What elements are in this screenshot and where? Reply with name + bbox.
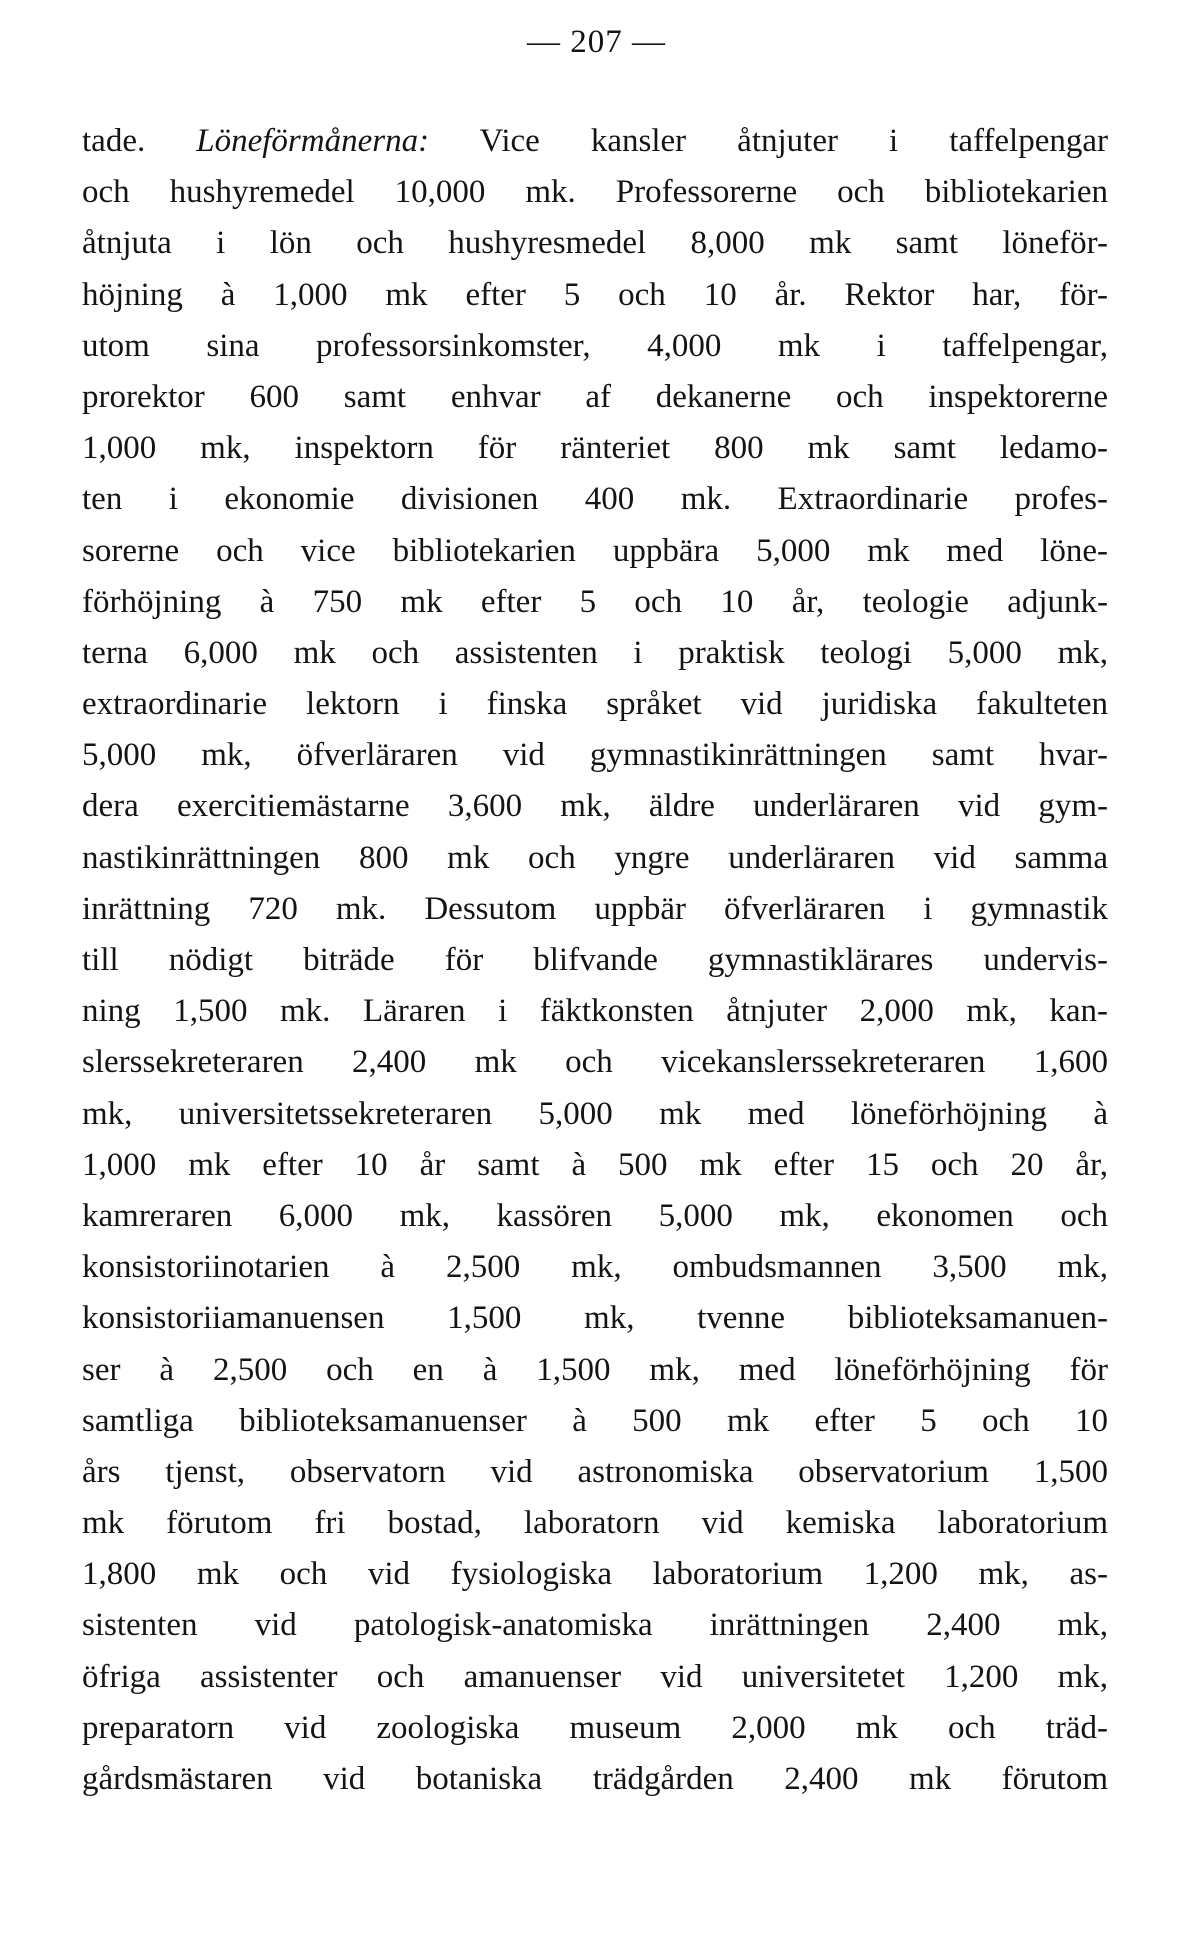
text-line: preparatorn vid zoologiska museum 2,000 mk och träd- bbox=[82, 1709, 1108, 1746]
text-line: samtliga biblioteksamanuenser à 500 mk efter 5 och 10 bbox=[82, 1402, 1108, 1439]
text-line: 5,000 mk, öfverläraren vid gymnastikinrättningen samt hvar- bbox=[82, 737, 1108, 774]
text-line: mk förutom fri bostad, laboratorn vid kemiska laboratorium bbox=[82, 1505, 1108, 1542]
text-line: slerssekreteraren 2,400 mk och vicekanslerssekreteraren 1,600 bbox=[82, 1044, 1108, 1081]
text-line: till nödigt biträde för blifvande gymnastiklärares undervis- bbox=[82, 942, 1108, 978]
text-line: dera exercitiemästarne 3,600 mk, äldre underläraren vid gym- bbox=[82, 788, 1108, 825]
text-line: sorerne och vice bibliotekarien uppbära 5,000 mk med löne- bbox=[82, 532, 1108, 569]
text-line: utom sina professorsinkomster, 4,000 mk i taffelpengar, bbox=[82, 327, 1108, 364]
text-line: extraordinarie lektorn i finska språket vid juridiska fakulteten bbox=[82, 686, 1108, 723]
text-line: öfriga assistenter och amanuenser vid universitetet 1,200 mk, bbox=[82, 1658, 1108, 1695]
text-line: mk, universitetssekreteraren 5,000 mk med löneförhöjning à bbox=[82, 1095, 1108, 1132]
body-paragraph bbox=[82, 116, 1108, 1805]
text-line: konsistoriiamanuensen 1,500 mk, tvenne biblioteksamanuen- bbox=[82, 1300, 1108, 1337]
text-line: sistenten vid patologisk-anatomiska inrättningen 2,400 mk, bbox=[82, 1607, 1108, 1644]
text-line: och hushyremedel 10,000 mk. Professorerne och bibliotekarien bbox=[82, 174, 1108, 211]
text-line: ten i ekonomie divisionen 400 mk. Extraordinarie profes- bbox=[82, 481, 1108, 518]
text-line: gårdsmästaren vid botaniska trädgården 2,400 mk förutom bbox=[82, 1761, 1108, 1797]
line-rest: Vice kansler åtnjuter i taffelpengar bbox=[479, 123, 1108, 159]
text-line: prorektor 600 samt enhvar af dekanerne och inspektorerne bbox=[82, 378, 1108, 415]
text-line: inrättning 720 mk. Dessutom uppbär öfverläraren i gymnastik bbox=[82, 890, 1108, 927]
text-line: terna 6,000 mk och assistenten i praktisk teologi 5,000 mk, bbox=[82, 634, 1108, 671]
line-lead: tade. bbox=[82, 123, 146, 159]
text-line: höjning à 1,000 mk efter 5 och 10 år. Rektor har, för- bbox=[82, 276, 1108, 313]
text-line: 1,000 mk efter 10 år samt à 500 mk efter 15 och 20 år, bbox=[82, 1146, 1108, 1183]
text-line: års tjenst, observatorn vid astronomiska observatorium 1,500 bbox=[82, 1453, 1108, 1490]
text-line: konsistoriinotarien à 2,500 mk, ombudsmannen 3,500 mk, bbox=[82, 1249, 1108, 1286]
text-line: kamreraren 6,000 mk, kassören 5,000 mk, ekonomen och bbox=[82, 1197, 1108, 1234]
page-number: — 207 — bbox=[527, 24, 666, 60]
section-heading-italic: Löneförmånerna: bbox=[196, 123, 430, 159]
text-line bbox=[82, 116, 1108, 167]
text-line: ser à 2,500 och en à 1,500 mk, med löneförhöjning för bbox=[82, 1351, 1108, 1388]
text-line: åtnjuta i lön och hushyresmedel 8,000 mk samt löneför- bbox=[82, 225, 1108, 262]
text-line: ning 1,500 mk. Läraren i fäktkonsten åtnjuter 2,000 mk, kan- bbox=[82, 993, 1108, 1030]
text-line: 1,800 mk och vid fysiologiska laboratorium 1,200 mk, as- bbox=[82, 1556, 1108, 1593]
text-line: nastikinrättningen 800 mk och yngre underläraren vid samma bbox=[82, 839, 1108, 876]
text-line: förhöjning à 750 mk efter 5 och 10 år, teologie adjunk- bbox=[82, 583, 1108, 620]
text-line: 1,000 mk, inspektorn för ränteriet 800 mk samt ledamo- bbox=[82, 430, 1108, 467]
